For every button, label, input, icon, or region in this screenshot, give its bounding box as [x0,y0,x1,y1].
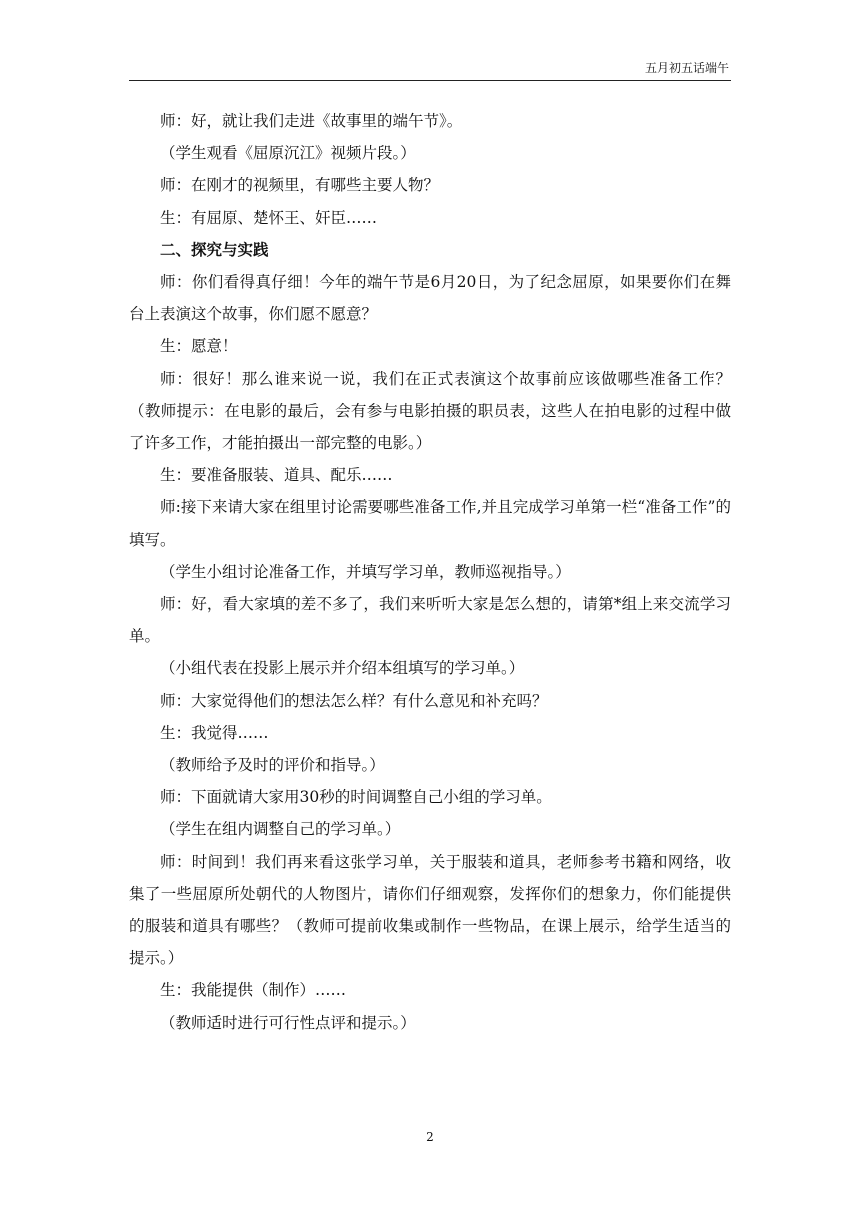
paragraph: （教师适时进行可行性点评和提示。） [160,1013,416,1032]
paragraph: 师：下面就请大家用30秒的时间调整自己小组的学习单。 [160,788,552,807]
paragraph: 师：在刚才的视频里，有哪些主要人物？ [160,176,440,195]
paragraph: 师：好，看大家填的差不多了，我们来听听大家是怎么想的，请第*组上来交流学习单。 [129,595,731,646]
paragraph: 生：有屈原、楚怀王、奸臣…… [160,208,378,227]
paragraph: （学生在组内调整自己的学习单。） [160,820,401,839]
paragraph: 生：愿意！ [160,337,238,356]
header-title: 五月初五话端午 [644,61,729,75]
paragraph: 师：很好！那么谁来说一说，我们在正式表演这个故事前应该做哪些准备工作？（教师提示：在电影的最后，会有参与电影拍摄的职员表，这些人在拍电影的过程中做了许多工作，才能拍摄出一部完整的电影。） [129,369,731,453]
page-header [129,58,731,81]
paragraph: 师：好，就让我们走进《故事里的端午节》。 [160,112,463,130]
page-number: 2 [426,1130,434,1144]
paragraph: 师:接下来请大家在组里讨论需要哪些准备工作,并且完成学习单第一栏“准备工作”的填写。 [129,498,731,549]
paragraph: （学生观看《屈原沉江》视频片段。） [160,144,416,163]
paragraph: 师：时间到！我们再来看这张学习单，关于服装和道具，老师参考书籍和网络，收集了一些屈原所处朝代的人物图片，请你们仔细观察，发挥你们的想象力，你们能提供的服装和道具有哪些？（教师可提前收集或制作一些物品，在课上展示，给学生适当的提示。） [129,852,731,968]
paragraph: （学生小组讨论准备工作，并填写学习单，教师巡视指导。） [160,562,571,581]
paragraph: 师：你们看得真仔细！今年的端午节是6月20日，为了纪念屈原，如果要你们在舞台上表演这个故事，你们愿不愿意？ [129,273,731,324]
paragraph: 师：大家觉得他们的想法怎么样？有什么意见和补充吗？ [160,691,548,710]
paragraph: 生：我觉得…… [160,723,269,742]
document-body [129,105,731,1039]
paragraph: 生：我能提供（制作）…… [160,981,347,1000]
paragraph: （教师给予及时的评价和指导。） [160,756,385,775]
section-heading: 二、探究与实践 [160,240,269,259]
paragraph: 生：要准备服装、道具、配乐…… [160,466,393,485]
paragraph: （小组代表在投影上展示并介绍本组填写的学习单。） [160,659,525,678]
